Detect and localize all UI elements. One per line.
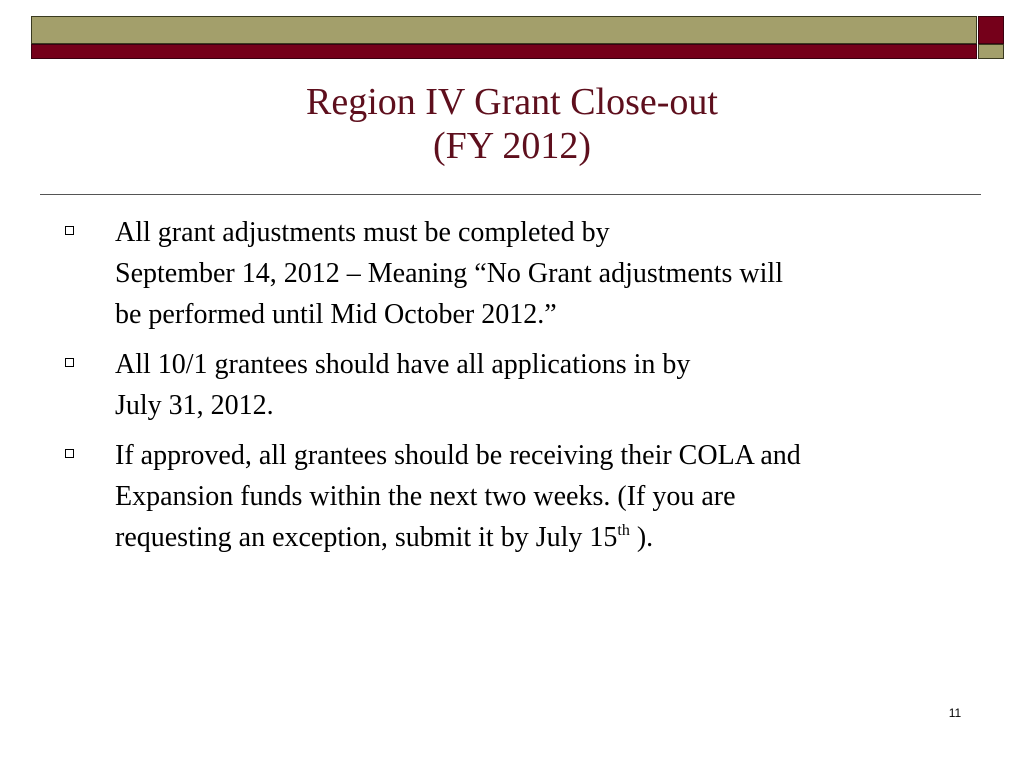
bullet-item <box>0 344 1024 426</box>
bullet-line: If approved, all grantees should be receiving their COLA and <box>115 440 801 471</box>
header-bar-maroon <box>31 44 977 59</box>
bullet-text <box>115 212 995 335</box>
title-divider <box>40 194 981 195</box>
header-square-olive <box>978 44 1004 59</box>
bullet-line: All grant adjustments must be completed by <box>115 217 610 248</box>
bullet-item <box>0 212 1024 335</box>
slide-number: 11 <box>948 706 962 720</box>
square-bullet-icon <box>65 449 74 458</box>
slide-title-line-2: (FY 2012) <box>433 125 591 167</box>
bullet-text <box>115 435 995 558</box>
bullet-line-suffix: ). <box>629 522 654 553</box>
bullet-line-text: requesting an exception, submit it by July 15 <box>115 522 618 553</box>
bullet-line: be performed until Mid October 2012.” <box>115 299 557 330</box>
header-square-maroon <box>978 16 1004 44</box>
slide-title-line-1: Region IV Grant Close-out <box>306 81 718 123</box>
ordinal-superscript: th <box>617 521 630 539</box>
bullet-item <box>0 435 1024 558</box>
bullet-line <box>115 517 995 558</box>
bullet-line: July 31, 2012. <box>115 390 274 421</box>
bullet-line: September 14, 2012 – Meaning “No Grant adjustments will <box>115 258 783 289</box>
slide-title <box>0 80 1024 168</box>
bullet-line: Expansion funds within the next two weeks. (If you are <box>115 481 736 512</box>
bullet-list <box>0 212 1024 567</box>
bullet-line: All 10/1 grantees should have all applications in by <box>115 349 691 380</box>
header-bar-olive <box>31 16 977 44</box>
bullet-text <box>115 344 995 426</box>
square-bullet-icon <box>65 358 74 367</box>
square-bullet-icon <box>65 226 74 235</box>
